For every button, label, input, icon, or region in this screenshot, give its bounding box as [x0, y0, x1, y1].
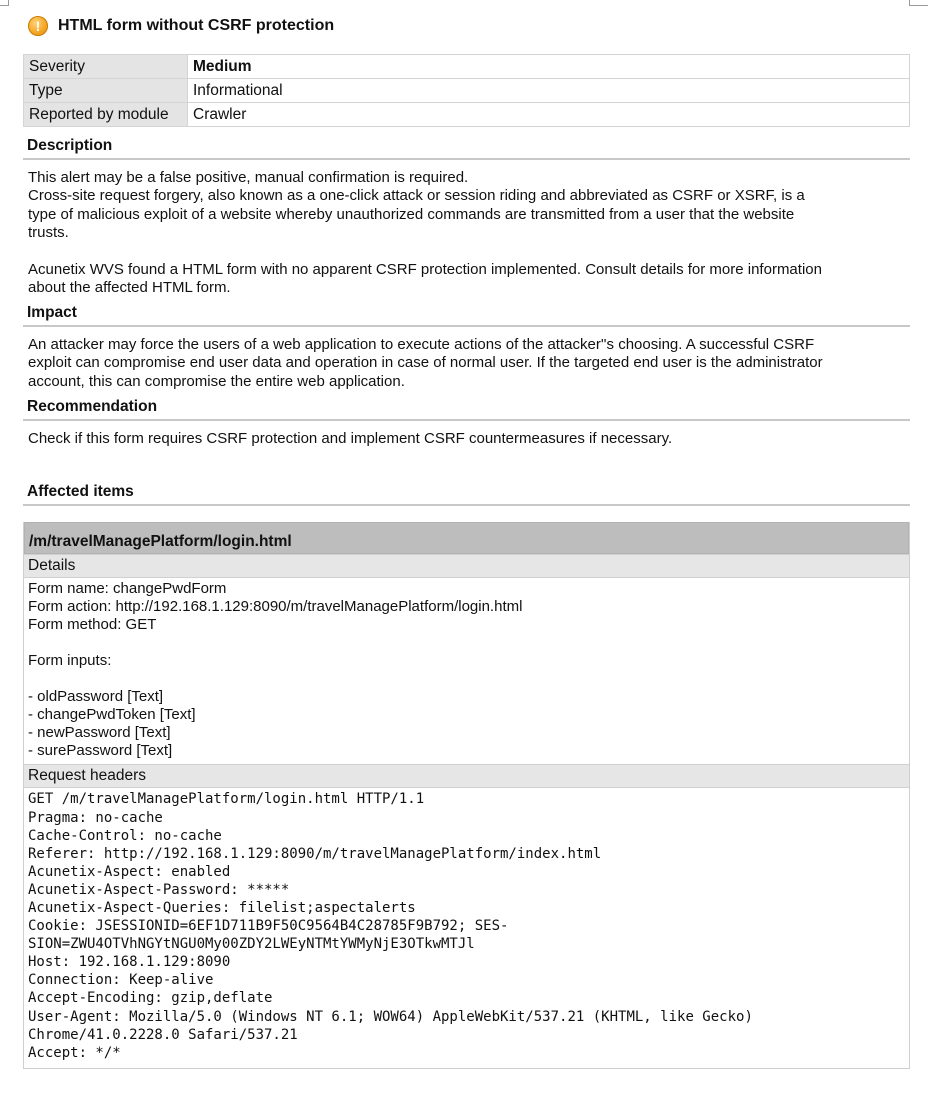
alert-title: HTML form without CSRF protection	[58, 17, 335, 34]
table-row	[24, 55, 910, 79]
impact-line: exploit can compromise end user data and operation in case of normal user. If the targeted end user is the administrator	[28, 354, 823, 372]
details-line	[28, 670, 909, 688]
request-line: GET /m/travelManagePlatform/login.html HTTP/1.1	[28, 791, 425, 808]
affected-item	[23, 522, 910, 1068]
summary-key: Severity	[24, 55, 188, 79]
affected-item-path: /m/travelManagePlatform/login.html	[24, 522, 909, 554]
request-line: Chrome/41.0.2228.0 Safari/537.21	[28, 1026, 298, 1043]
summary-key: Reported by module	[24, 103, 188, 127]
description-title: Description	[23, 136, 910, 160]
request-line: Cache-Control: no-cache	[28, 827, 222, 844]
request-headers-body	[24, 788, 909, 1067]
type-value: Informational	[188, 79, 910, 103]
request-line: Accept: */*	[28, 1044, 121, 1061]
table-row	[24, 79, 910, 103]
severity-value: Medium	[188, 55, 910, 79]
impact-title: Impact	[23, 303, 910, 327]
details-line: - changePwdToken [Text]	[28, 706, 196, 724]
impact-body	[23, 327, 910, 391]
description-line: type of malicious exploit of a website whereby unauthorized commands are transmitted from a user that the website	[28, 205, 795, 223]
details-line: - oldPassword [Text]	[28, 688, 164, 706]
request-line: Acunetix-Aspect-Queries: filelist;aspectalerts	[28, 900, 416, 917]
details-line: Form name: changePwdForm	[28, 580, 227, 598]
details-line: Form action: http://192.168.1.129:8090/m/travelManagePlatform/login.html	[28, 598, 523, 616]
request-line: Pragma: no-cache	[28, 809, 163, 826]
details-header: Details	[24, 554, 909, 578]
details-line: Form inputs:	[28, 652, 112, 670]
summary-key: Type	[24, 79, 188, 103]
request-line: Connection: Keep-alive	[28, 972, 214, 989]
request-line: Host: 192.168.1.129:8090	[28, 954, 231, 971]
details-line: - surePassword [Text]	[28, 742, 173, 760]
details-line: - newPassword [Text]	[28, 724, 171, 742]
recommendation-body: Check if this form requires CSRF protection and implement CSRF countermeasures if necessary.	[28, 430, 673, 448]
description-line: This alert may be a false positive, manual confirmation is required.	[28, 169, 469, 186]
request-line: Acunetix-Aspect-Password: *****	[28, 881, 290, 898]
description-line: trusts.	[28, 224, 69, 242]
description-line	[28, 243, 910, 261]
frame-corner-right	[909, 0, 928, 6]
description-line: Cross-site request forgery, also known as a one-click attack or session riding and abbreviated as CSRF or XSRF, is a	[28, 187, 805, 205]
request-line: SION=ZWU4OTVhNGYtNGU0My00ZDY2LWEyNTMtYWMyNjE3OTkwMTJl	[28, 936, 475, 953]
request-headers-header: Request headers	[24, 764, 909, 788]
impact-line: An attacker may force the users of a web application to execute actions of the attacker''s choosing. A successful CSRF	[28, 335, 815, 353]
table-row	[24, 103, 910, 127]
alert-header	[23, 13, 910, 39]
request-line: Accept-Encoding: gzip,deflate	[28, 990, 273, 1007]
impact-line: account, this can compromise the entire web application.	[28, 372, 405, 390]
request-line: Cookie: JSESSIONID=6EF1D711B9F50C9564B4C28785F9B792; SES-	[28, 918, 509, 935]
alert-summary-table	[23, 54, 910, 127]
exclamation-icon: !	[28, 16, 48, 36]
description-line: about the affected HTML form.	[28, 279, 231, 297]
details-line: Form method: GET	[28, 616, 157, 634]
module-value: Crawler	[188, 103, 910, 127]
report-container	[23, 0, 910, 1069]
details-line	[28, 634, 909, 652]
description-body	[23, 160, 910, 298]
details-body	[24, 578, 909, 764]
recommendation-title: Recommendation	[23, 397, 910, 421]
request-line: Acunetix-Aspect: enabled	[28, 863, 231, 880]
affected-items-title: Affected items	[23, 482, 910, 506]
frame-corner-left	[0, 0, 9, 6]
request-line: User-Agent: Mozilla/5.0 (Windows NT 6.1; WOW64) AppleWebKit/537.21 (KHTML, like Gecko)	[28, 1008, 753, 1025]
description-line: Acunetix WVS found a HTML form with no apparent CSRF protection implemented. Consult details for more information	[28, 261, 822, 279]
request-line: Referer: http://192.168.1.129:8090/m/travelManagePlatform/index.html	[28, 845, 602, 862]
